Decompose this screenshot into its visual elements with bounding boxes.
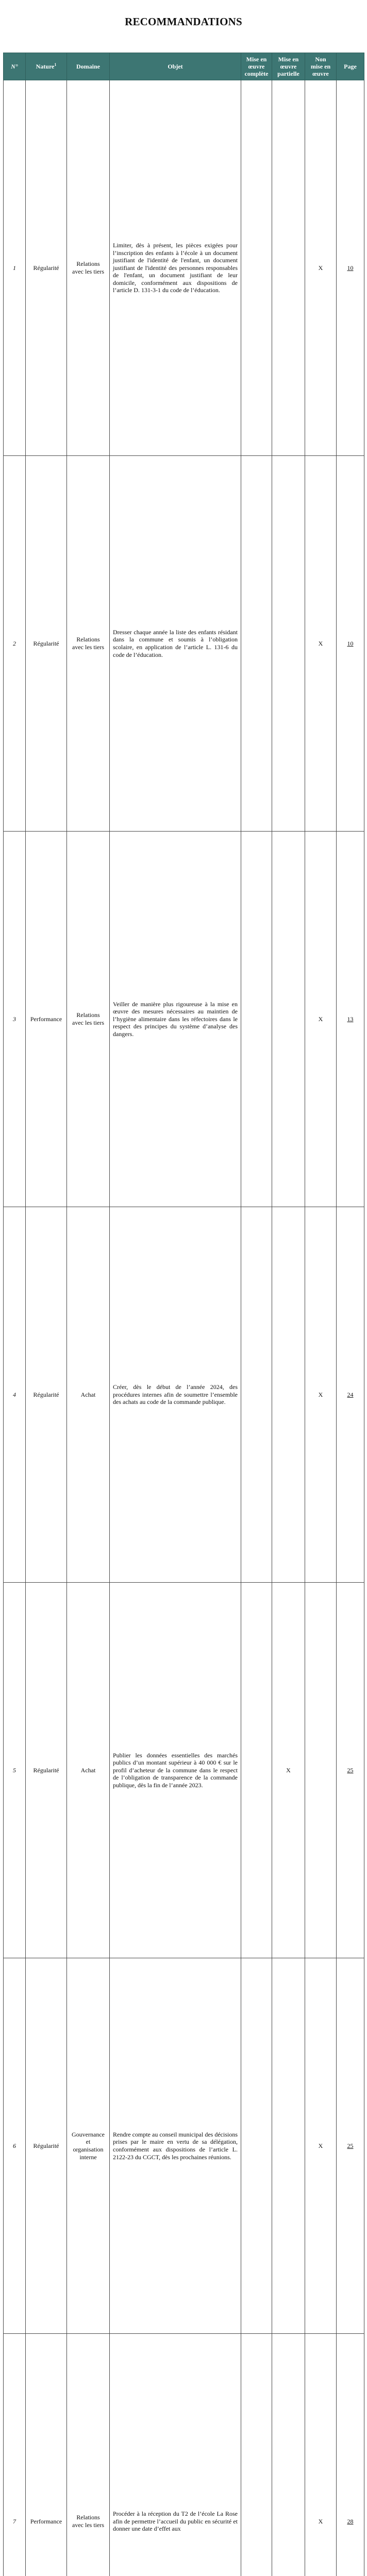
table-row	[4, 2334, 364, 2576]
row-domaine: Relations avec les tiers	[67, 2334, 110, 2576]
table-row	[4, 80, 364, 456]
row-mise-partielle	[272, 1207, 305, 1583]
row-nature: Régularité	[26, 1583, 67, 1958]
row-domaine: Relations avec les tiers	[67, 456, 110, 832]
table-header-row	[4, 53, 364, 80]
page-link[interactable]: 24	[347, 1391, 354, 1398]
row-objet: Limiter, dès à présent, les pièces exigées pour l’inscription des enfants à l’école à un document justifiant de l'identité de l'enfant, un document justifiant de l'identité des personnes responsables de l'enfant, un document justifiant de leur domicile, conformément aux dispositions de l’article D. 131-3-1 du code de l’éducation.	[110, 80, 241, 456]
row-page	[337, 832, 364, 1207]
page-link[interactable]: 13	[347, 1015, 354, 1023]
row-nature: Régularité	[26, 1958, 67, 2334]
row-domaine: Achat	[67, 1583, 110, 1958]
row-number: 3	[4, 832, 26, 1207]
row-domaine: Achat	[67, 1207, 110, 1583]
row-domaine: Gouvernance et organisation interne	[67, 1958, 110, 2334]
header-nature: Nature$^1$	[26, 53, 67, 80]
row-non-mise: X	[305, 80, 337, 456]
document-page	[0, 0, 367, 375]
row-domaine: Relations avec les tiers	[67, 80, 110, 456]
row-mise-partielle	[272, 1958, 305, 2334]
header-mise-partielle: Mise en œuvre partielle	[272, 53, 305, 80]
row-number: 7	[4, 2334, 26, 2576]
header-page: Page	[337, 53, 364, 80]
row-number: 5	[4, 1583, 26, 1958]
row-nature: Performance	[26, 2334, 67, 2576]
row-objet: Créer, dès le début de l’année 2024, des procédures internes afin de soumettre l’ensemble des achats au code de la commande publique.	[110, 1207, 241, 1583]
row-non-mise: X	[305, 832, 337, 1207]
row-mise-partielle	[272, 2334, 305, 2576]
row-nature: Performance	[26, 832, 67, 1207]
row-mise-complete	[241, 80, 272, 456]
row-domaine: Relations avec les tiers	[67, 832, 110, 1207]
page-title: RECOMMANDATIONS	[0, 15, 367, 28]
row-objet: Dresser chaque année la liste des enfants résidant dans la commune et soumis à l’obligation scolaire, en application de l’article L. 131-6 du code de l’éducation.	[110, 456, 241, 832]
header-non-mise: Non mise en œuvre	[305, 53, 337, 80]
row-page	[337, 1583, 364, 1958]
row-number: 2	[4, 456, 26, 832]
row-non-mise: X	[305, 2334, 337, 2576]
row-mise-complete	[241, 832, 272, 1207]
row-page	[337, 2334, 364, 2576]
row-number: 6	[4, 1958, 26, 2334]
row-mise-complete	[241, 1958, 272, 2334]
row-objet: Procéder à la réception du T2 de l’école La Rose afin de permettre l’accueil du public en sécurité et donner une date d’effet aux	[110, 2334, 241, 2576]
header-num: N°	[4, 53, 26, 80]
page-link[interactable]: 10	[347, 264, 354, 272]
row-nature: Régularité	[26, 1207, 67, 1583]
page-link[interactable]: 28	[347, 2518, 354, 2525]
row-page	[337, 1207, 364, 1583]
row-page	[337, 456, 364, 832]
row-non-mise: X	[305, 456, 337, 832]
table-row	[4, 1958, 364, 2334]
table-row	[4, 1207, 364, 1583]
page-link[interactable]: 10	[347, 640, 354, 647]
page-link[interactable]: 25	[347, 2142, 354, 2149]
row-mise-partielle	[272, 80, 305, 456]
row-nature: Régularité	[26, 456, 67, 832]
row-number: 4	[4, 1207, 26, 1583]
row-mise-partielle	[272, 456, 305, 832]
row-objet: Publier les données essentielles des marchés publics d’un montant supérieur à 40 000 € sur le profil d’acheteur de la commune dans le respect de l’obligation de transparence de la commande publique, dès la fin de l’année 2023.	[110, 1583, 241, 1958]
row-objet: Veiller de manière plus rigoureuse à la mise en œuvre des mesures nécessaires au maintien de l’hygiène alimentaire dans les réfectoires dans le respect des principes du système d’analyse des dangers.	[110, 832, 241, 1207]
header-mise-complete: Mise en œuvre complète	[241, 53, 272, 80]
table-row	[4, 1583, 364, 1958]
row-mise-complete	[241, 1207, 272, 1583]
row-number: 1	[4, 80, 26, 456]
row-page	[337, 1958, 364, 2334]
row-nature: Régularité	[26, 80, 67, 456]
row-mise-partielle: X	[272, 1583, 305, 1958]
row-mise-complete	[241, 2334, 272, 2576]
row-non-mise: X	[305, 1958, 337, 2334]
table-row	[4, 456, 364, 832]
row-mise-partielle	[272, 832, 305, 1207]
table-row	[4, 832, 364, 1207]
row-mise-complete	[241, 456, 272, 832]
page-link[interactable]: 25	[347, 1767, 354, 1774]
header-domaine: Domaine	[67, 53, 110, 80]
row-non-mise: X	[305, 1207, 337, 1583]
row-mise-complete	[241, 1583, 272, 1958]
row-page	[337, 80, 364, 456]
recommendations-table	[3, 53, 364, 2576]
header-objet: Objet	[110, 53, 241, 80]
row-non-mise	[305, 1583, 337, 1958]
row-objet: Rendre compte au conseil municipal des décisions prises par le maire en vertu de sa délégation, conformément aux dispositions de l’article L. 2122-23 du CGCT, dès les prochaines réunions.	[110, 1958, 241, 2334]
